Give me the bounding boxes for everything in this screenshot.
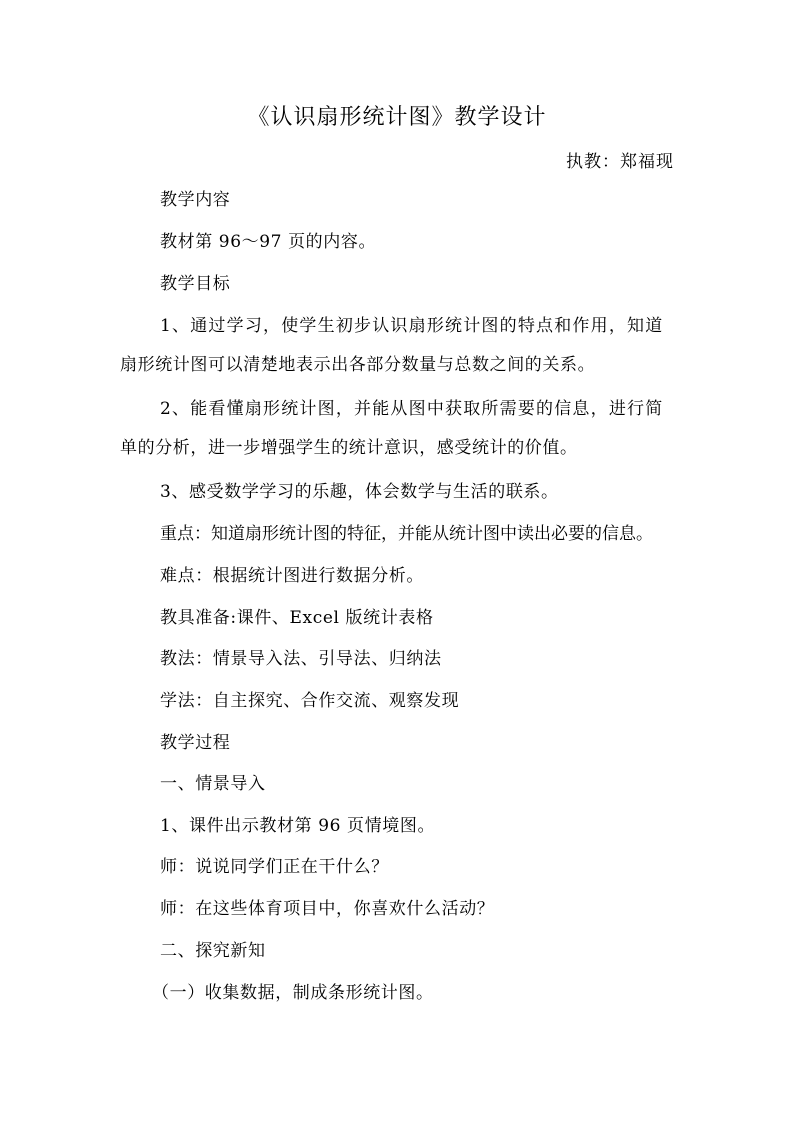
goal-3: 3、感受数学学习的乐趣，体会数学与生活的联系。: [160, 482, 559, 502]
goal-2-line-2: 单的分析，进一步增强学生的统计意识，感受统计的价值。: [120, 438, 578, 458]
goal-1-line-1: 1、通过学习，使学生初步认识扇形统计图的特点和作用，知道: [160, 316, 664, 336]
teaching-aids: 教具准备:课件、Excel 版统计表格: [160, 608, 434, 628]
section-heading-process: 教学过程: [160, 733, 231, 753]
section-heading-content: 教学内容: [160, 190, 231, 210]
teaching-methods: 教法：情景导入法、引导法、归纳法: [160, 649, 442, 669]
goal-2-line-1: 2、能看懂扇形统计图，并能从图中获取所需要的信息，进行简: [160, 399, 664, 419]
step-2-heading: 二、探究新知: [160, 941, 266, 961]
learning-methods: 学法：自主探究、合作交流、观察发现: [160, 691, 460, 711]
key-point: 重点：知道扇形统计图的特征，并能从统计图中读出必要的信息。: [160, 524, 653, 544]
step-2-sub-1: （一）收集数据，制成条形统计图。: [152, 983, 434, 1003]
step-1-item-1: 1、课件出示教材第 96 页情境图。: [160, 816, 436, 836]
author-line: 执教：郑福现: [566, 152, 674, 172]
teacher-question-2: 师：在这些体育项目中，你喜欢什么活动？: [160, 899, 495, 919]
content-text: 教材第 96～97 页的内容。: [160, 232, 377, 252]
difficult-point: 难点：根据统计图进行数据分析。: [160, 566, 424, 586]
teacher-question-1: 师：说说同学们正在干什么？: [160, 857, 389, 877]
section-heading-goals: 教学目标: [160, 274, 231, 294]
document-title: 《认识扇形统计图》教学设计: [247, 105, 547, 130]
goal-1-line-2: 扇形统计图可以清楚地表示出各部分数量与总数之间的关系。: [120, 355, 596, 375]
step-1-heading: 一、情景导入: [160, 774, 266, 794]
